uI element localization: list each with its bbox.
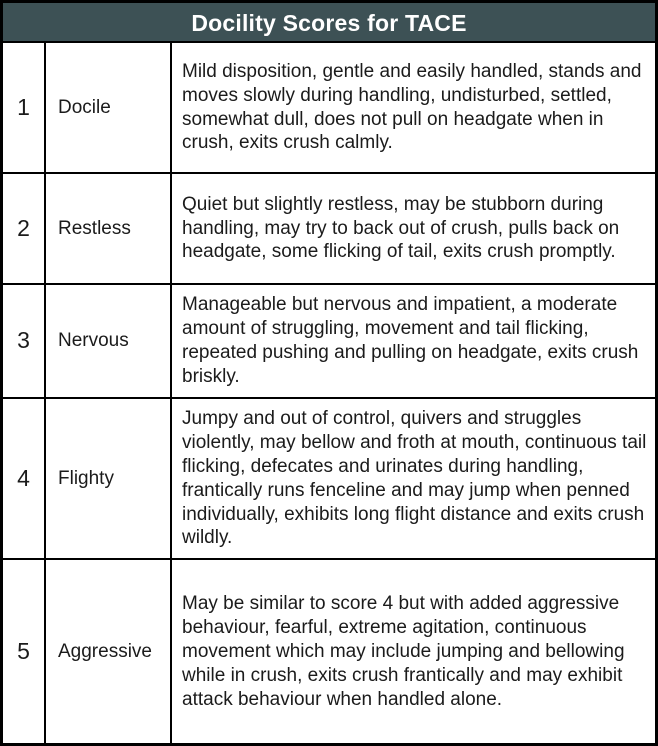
score-name: Docile xyxy=(45,43,171,173)
score-description: Manageable but nervous and impatient, a moderate amount of struggling, movement and tail flicking, repeated pushing and pulling on headgate, exits crush briskly. xyxy=(171,284,655,398)
score-description: May be similar to score 4 but with added aggressive behaviour, fearful, extreme agitation, continuous movement which may include jumping and bellowing while in crush, exits crush frantically and may exhibit attack behaviour when handled alone. xyxy=(171,559,655,743)
score-value: 5 xyxy=(3,559,45,743)
score-name: Restless xyxy=(45,173,171,284)
score-name: Aggressive xyxy=(45,559,171,743)
table-row-docile xyxy=(3,43,655,173)
score-value: 2 xyxy=(3,173,45,284)
table-row-aggressive xyxy=(3,559,655,743)
table-row-flighty xyxy=(3,398,655,560)
score-description: Quiet but slightly restless, may be stubborn during handling, may try to back out of crush, pulls back on headgate, some flicking of tail, exits crush promptly. xyxy=(171,173,655,284)
score-name: Nervous xyxy=(45,284,171,398)
score-name: Flighty xyxy=(45,398,171,560)
score-table-body xyxy=(3,43,655,743)
score-description: Mild disposition, gentle and easily handled, stands and moves slowly during handling, undisturbed, settled, somewhat dull, does not pull on headgate when in crush, exits crush calmly. xyxy=(171,43,655,173)
table-title: Docility Scores for TACE xyxy=(3,3,655,43)
table-row-restless xyxy=(3,173,655,284)
score-value: 4 xyxy=(3,398,45,560)
score-description: Jumpy and out of control, quivers and struggles violently, may bellow and froth at mouth, continuous tail flicking, defecates and urinates during handling, frantically runs fenceline and may jump when penned individually, exhibits long flight distance and exits crush wildly. xyxy=(171,398,655,560)
score-value: 3 xyxy=(3,284,45,398)
table-row-nervous xyxy=(3,284,655,398)
score-value: 1 xyxy=(3,43,45,173)
